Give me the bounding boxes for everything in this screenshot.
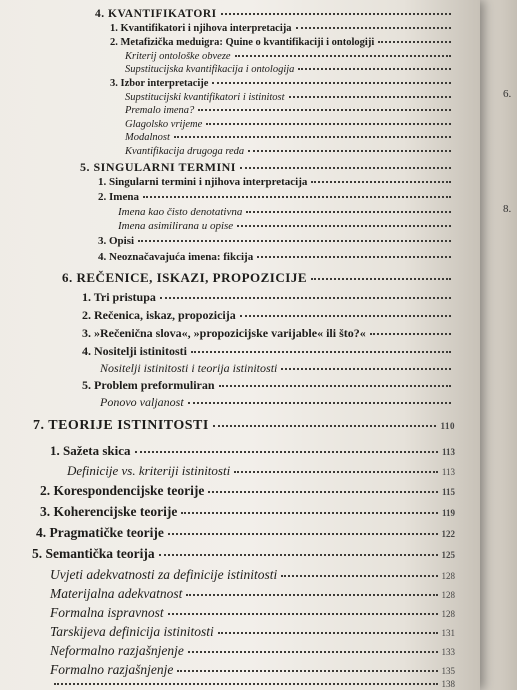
toc-entry	[95, 8, 455, 20]
toc-entry	[100, 395, 455, 410]
toc-entry	[62, 270, 455, 286]
dot-leader	[218, 631, 438, 634]
toc-entry	[125, 119, 455, 130]
dot-leader	[237, 224, 451, 227]
toc-entry	[82, 344, 455, 359]
toc-entry-page: 135	[441, 666, 455, 676]
toc-entry-page: 133	[441, 647, 455, 657]
dot-leader	[181, 511, 438, 514]
dot-leader	[174, 135, 451, 138]
dot-leader	[186, 593, 437, 596]
toc-entry-title: 3. Opisi	[98, 235, 135, 247]
dot-leader	[188, 650, 438, 653]
toc-entry-title: 3. Izbor interpretacije	[110, 78, 209, 89]
toc-entry-title: 5. Problem preformuliran	[82, 378, 215, 392]
toc-entry	[98, 251, 455, 263]
toc-entry-page: 115	[441, 487, 455, 497]
toc-entry-title: 5. Semantička teorija	[32, 546, 155, 561]
toc-entry-page: 113	[441, 467, 455, 477]
toc-entry	[40, 504, 455, 520]
dot-leader	[235, 54, 451, 57]
toc-entry	[36, 525, 455, 541]
toc-entry	[125, 51, 455, 62]
dot-leader	[257, 255, 451, 258]
dot-leader	[240, 166, 451, 169]
toc-entry-title: 2. Imena	[98, 191, 139, 203]
dot-leader	[208, 490, 438, 493]
toc-entry-title: Formalno razjašnjenje	[50, 662, 174, 677]
toc-entry	[82, 326, 455, 341]
toc-entry-title: 4. Nositelji istinitosti	[82, 344, 187, 358]
toc-entry	[125, 64, 455, 75]
toc-entry-title: Ponovo valjanost	[100, 395, 184, 409]
dot-leader	[168, 532, 438, 535]
toc-entry-title: 2. Rečenica, iskaz, propozicija	[82, 308, 236, 322]
toc-entry-page: 128	[441, 590, 455, 600]
dot-leader	[221, 12, 451, 15]
toc-entry-page: 131	[441, 628, 455, 638]
toc-entry	[110, 37, 455, 48]
dot-leader	[159, 553, 438, 556]
toc-entry	[67, 463, 455, 479]
dot-leader	[248, 149, 451, 152]
dot-leader	[246, 210, 451, 213]
dot-leader	[370, 332, 451, 335]
dot-leader	[191, 350, 451, 353]
toc-entry	[80, 160, 455, 175]
toc-entry-title: Modalnost	[125, 132, 170, 143]
toc-entry-title: 3. Koherencijske teorije	[40, 504, 178, 519]
toc-entry-title: Premalo imena?	[125, 105, 195, 116]
facing-page-number: 8.	[503, 203, 512, 215]
toc-entry-title: Definicije vs. kriteriji istinitosti	[67, 463, 231, 478]
dot-leader	[135, 450, 438, 453]
dot-leader	[311, 277, 451, 280]
toc-entry	[82, 308, 455, 323]
toc-entry-title: Formalna ispravnost	[50, 605, 164, 620]
toc-entry-title: 3. »Rečenična slova«, »propozicijske varijable« ili što?«	[82, 326, 366, 340]
toc-entry-title: Kriterij ontološke obveze	[125, 51, 231, 62]
toc-entry-page: 110	[440, 421, 455, 431]
toc-entry-title: 2. Metafizička meduigra: Quine o kvantifikaciji i ontologiji	[110, 37, 375, 48]
toc-entry-title: Uvjeti adekvatnosti za definicije istinitosti	[50, 567, 278, 582]
dot-leader	[206, 122, 451, 125]
toc-entry-title: 1. Tri pristupa	[82, 290, 156, 304]
toc-entry-title: Imena asimilirana u opise	[118, 220, 234, 232]
toc-entry-title: Supstitucijska kvantifikacija i ontologija	[125, 64, 295, 75]
toc-entry	[50, 624, 455, 640]
toc-entry-page: 128	[441, 571, 455, 581]
dot-leader	[281, 574, 437, 577]
toc-entry-title: Kvantifikacija drugoga reda	[125, 146, 245, 157]
toc-entry-page: 113	[441, 447, 455, 457]
dot-leader	[160, 296, 451, 299]
dot-leader	[298, 67, 451, 70]
toc-entry-title: 4. Neoznačavajuća imena: fikcija	[98, 251, 254, 263]
dot-leader	[213, 424, 437, 427]
toc-entry-title: 1. Kvantifikatori i njihova interpretacija	[110, 23, 292, 34]
toc-entry	[98, 176, 455, 188]
toc-entry-title: Glagolsko vrijeme	[125, 119, 203, 130]
toc-entry-title: 4. KVANTIFIKATORI	[95, 8, 217, 20]
dot-leader	[54, 682, 438, 685]
toc-entry-title: 2. Korespondencijske teorije	[40, 483, 205, 498]
toc-entry-title: Materijalna adekvatnost	[50, 586, 183, 601]
toc-entry	[82, 290, 455, 305]
toc-entry	[50, 443, 455, 459]
toc-entry-title: Tarskijeva definicija istinitosti	[50, 624, 214, 639]
toc-entry	[32, 546, 455, 562]
toc-entry	[98, 235, 455, 247]
toc-entry	[82, 378, 455, 393]
toc-entry-title: 1. Singularni termini i njihova interpretacija	[98, 176, 308, 188]
toc-entry-title: 4. Pragmatičke teorije	[36, 525, 164, 540]
dot-leader	[198, 108, 451, 111]
dot-leader	[212, 81, 451, 84]
toc-entry-page: 138	[441, 679, 455, 689]
dot-leader	[378, 40, 451, 43]
facing-page-number: 6.	[503, 88, 512, 100]
dot-leader	[289, 95, 451, 98]
toc-entry-page: 128	[441, 609, 455, 619]
toc-entry-page: 125	[441, 550, 455, 560]
dot-leader	[234, 470, 438, 473]
toc-entry	[50, 586, 455, 602]
toc-entry	[110, 78, 455, 89]
toc-entry	[50, 567, 455, 583]
toc-entry	[50, 679, 455, 689]
dot-leader	[296, 26, 452, 29]
toc-entry-page: 119	[441, 508, 455, 518]
toc-entry	[100, 361, 455, 376]
toc-entry	[118, 206, 455, 218]
toc-entry	[98, 191, 455, 203]
toc-entry-title: Imena kao čisto denotativna	[118, 206, 243, 218]
toc-entry-title: Neformalno razjašnjenje	[50, 643, 184, 658]
dot-leader	[138, 239, 451, 242]
toc-entry-title: Supstitucijski kvantifikatori i istinitost	[125, 92, 285, 103]
toc-entry-title: 1. Sažeta skica	[50, 443, 131, 458]
toc-entry	[118, 220, 455, 232]
dot-leader	[188, 401, 451, 404]
dot-leader	[168, 612, 438, 615]
toc-entry	[110, 23, 455, 34]
toc-entry-title: Nositelji istinitosti i teorija istinitosti	[100, 361, 278, 375]
toc-entry	[40, 483, 455, 499]
toc-entry-page: 122	[441, 529, 455, 539]
dot-leader	[219, 384, 451, 387]
dot-leader	[281, 367, 451, 370]
toc-entry-title: 6. REČENICE, ISKAZI, PROPOZICIJE	[62, 270, 307, 285]
dot-leader	[311, 180, 451, 183]
toc-entry	[50, 605, 455, 621]
toc-entry	[125, 92, 455, 103]
toc-entry	[125, 132, 455, 143]
dot-leader	[177, 669, 437, 672]
toc-entry-title: 7. TEORIJE ISTINITOSTI	[33, 418, 209, 433]
toc-entry	[125, 105, 455, 116]
toc-entry	[50, 643, 455, 659]
toc-entry-title: 5. SINGULARNI TERMINI	[80, 160, 236, 174]
toc-entry	[50, 662, 455, 678]
toc-entry	[125, 146, 455, 157]
dot-leader	[240, 314, 451, 317]
toc-entry	[33, 418, 455, 434]
dot-leader	[143, 195, 451, 198]
